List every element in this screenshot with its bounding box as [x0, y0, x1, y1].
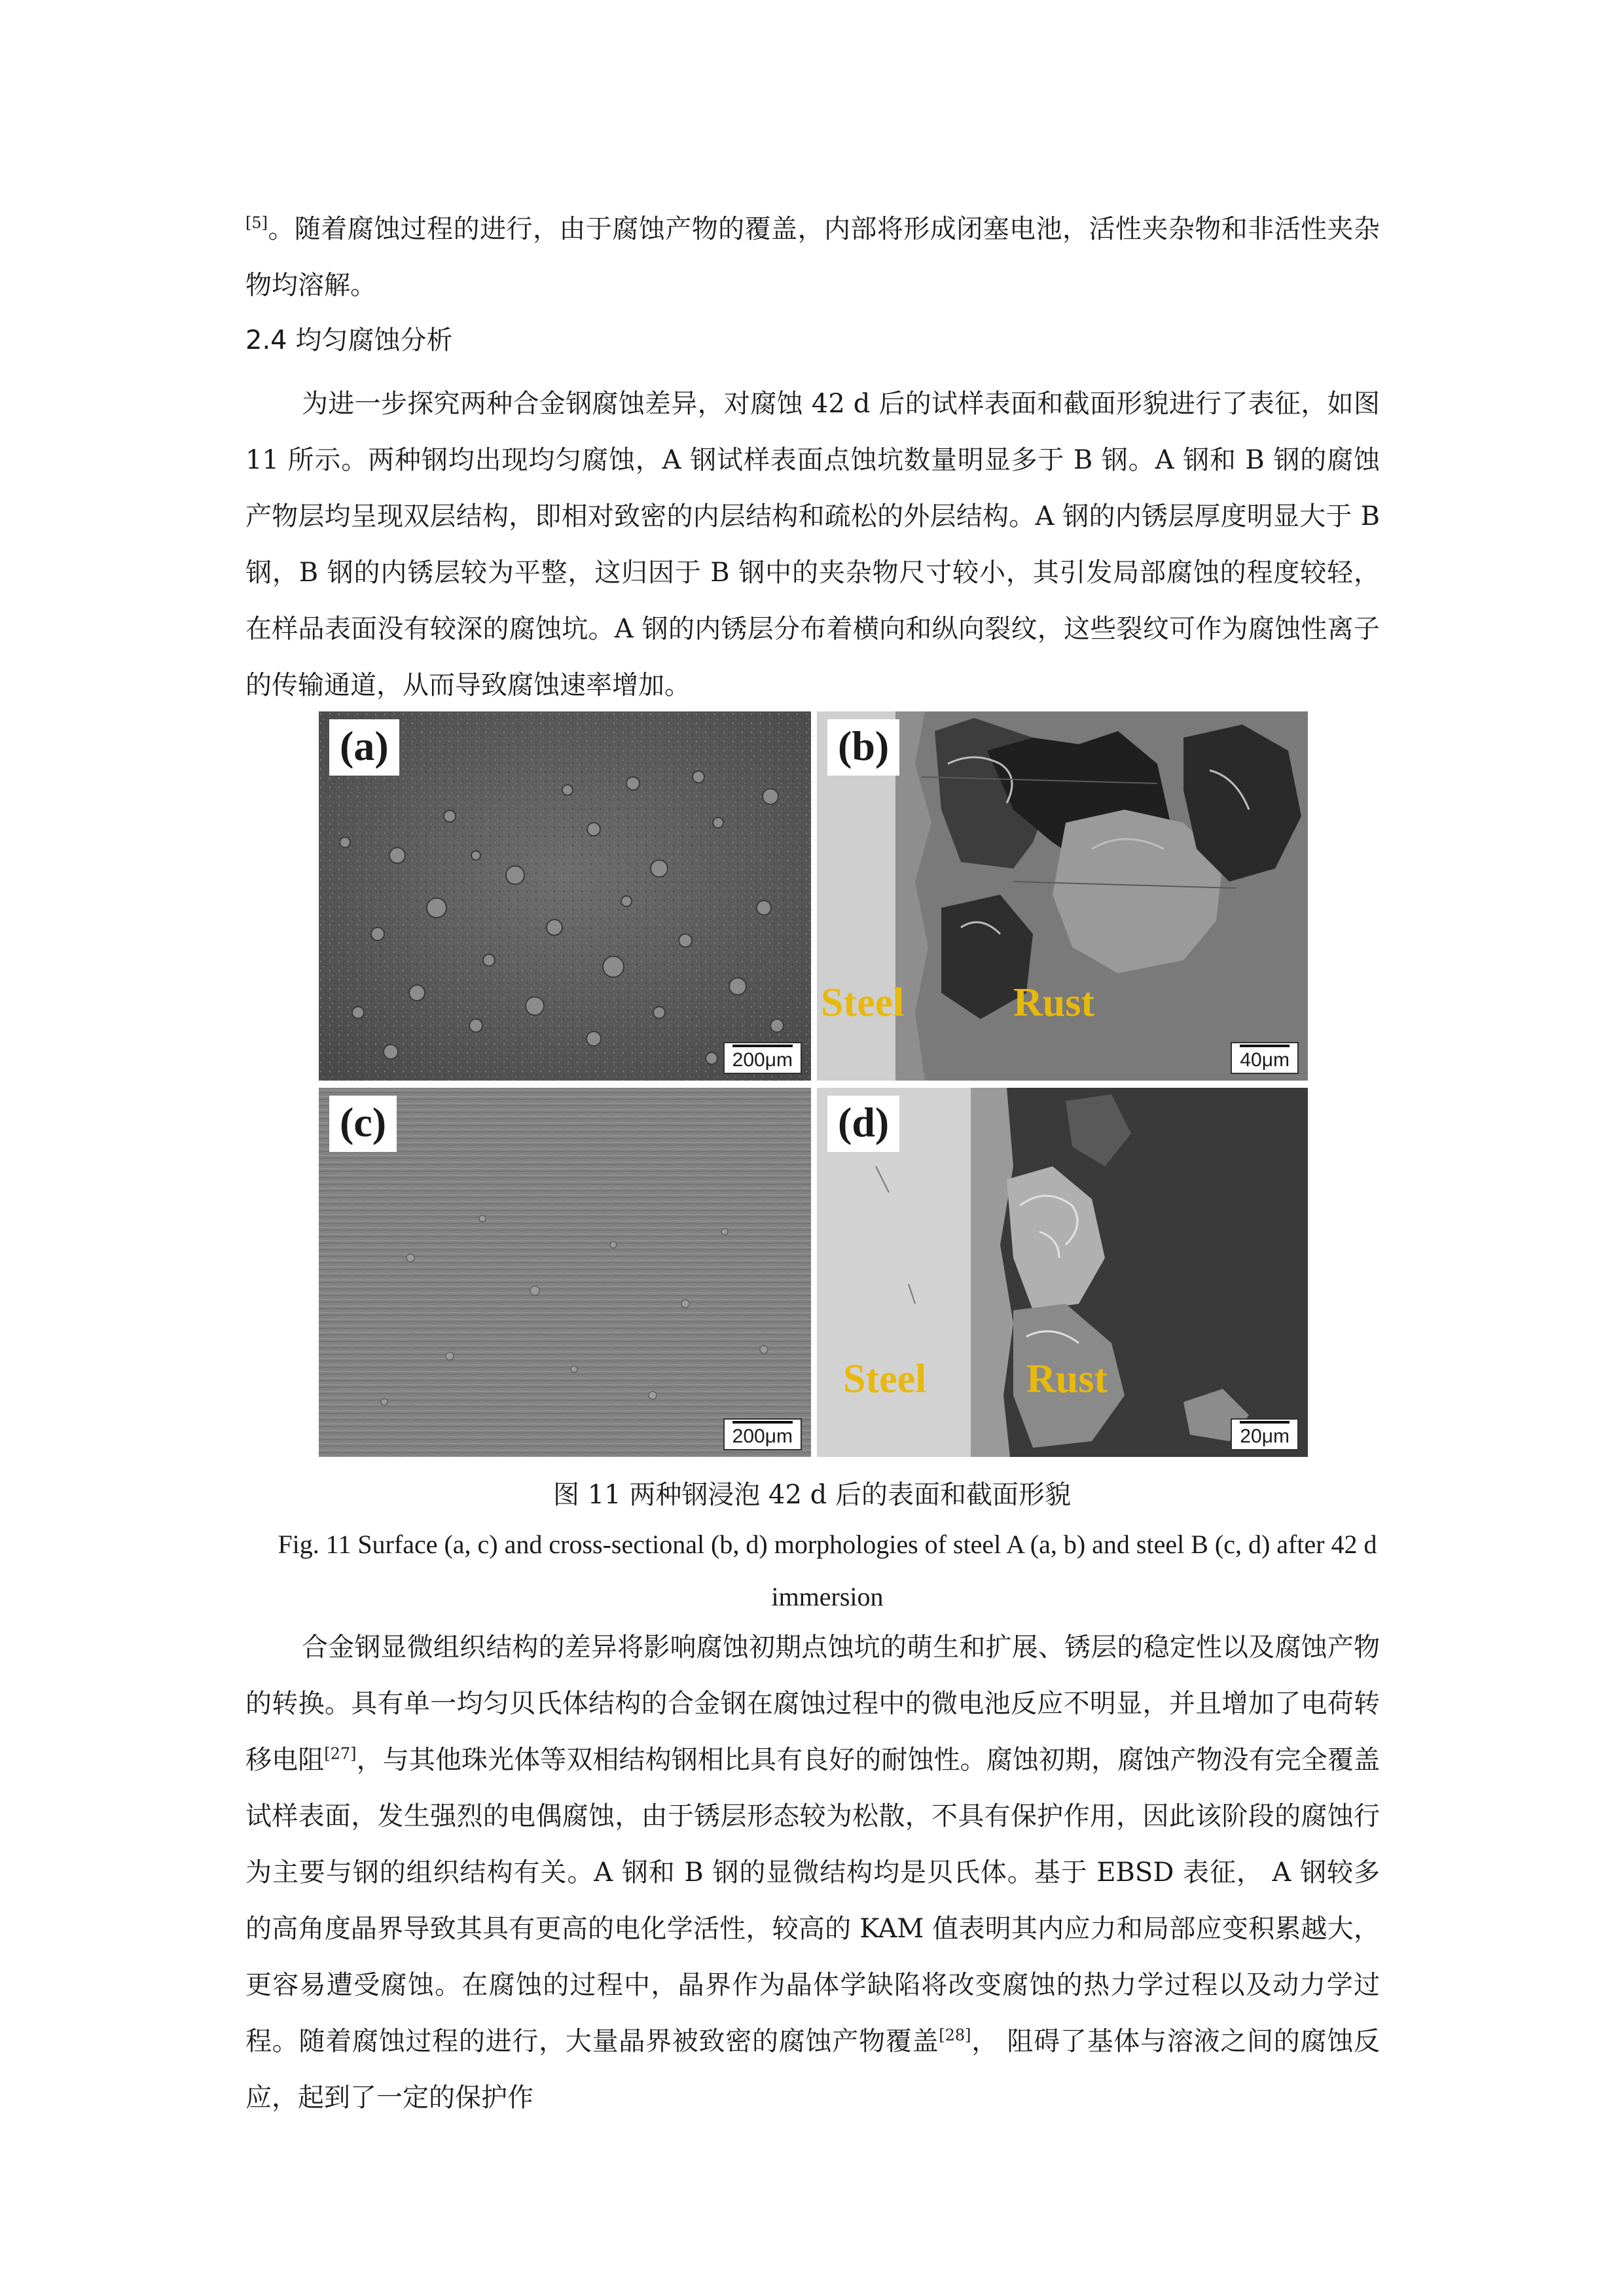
steel-label: Steel [843, 1357, 927, 1401]
panel-c-image [319, 1088, 811, 1457]
figure-caption-zh: 图 11 两种钢浸泡 42 d 后的表面和截面形貌 [553, 1480, 1071, 1510]
scale-bar-label: 200μm [732, 1049, 793, 1071]
citation: [27] [324, 1744, 357, 1763]
scale-bar-line [732, 1421, 793, 1424]
rust-label: Rust [1013, 980, 1095, 1025]
scale-bar-label: 40μm [1240, 1049, 1290, 1071]
scale-bar [723, 1042, 802, 1074]
paragraph-microstructure [245, 1619, 1380, 2126]
scale-bar-line [1240, 1045, 1290, 1047]
panel-label: (d) [827, 1096, 899, 1152]
paragraph-continuation [245, 201, 1380, 314]
scale-bar-label: 20μm [1240, 1426, 1290, 1447]
rust-label: Rust [1026, 1357, 1108, 1401]
panel-label: (a) [329, 719, 399, 776]
scale-bar [1231, 1418, 1299, 1450]
section-heading: 2.4 均匀腐蚀分析 [245, 325, 453, 355]
panel-d-image [817, 1088, 1308, 1457]
figure-caption-en: Fig. 11 Surface (a, c) and cross-sectional (b, d) morphologies of steel A (a, b) and steel B (c, d) after 42 d immersion [278, 1530, 1377, 1611]
paragraph-text: 。随着腐蚀过程的进行，由于腐蚀产物的覆盖，内部将形成闭塞电池，活性夹杂物和非活性夹杂物均溶解。 [245, 214, 1380, 300]
paragraph-uniform-corrosion: 为进一步探究两种合金钢腐蚀差异，对腐蚀 42 d 后的试样表面和截面形貌进行了表征，如图 11 所示。两种钢均出现均匀腐蚀，A 钢试样表面点蚀坑数量明显多于 B 钢。A 钢和 B 钢的腐蚀产物层均呈现双层结构，即相对致密的内层结构和疏松的外层结构。A 钢的内锈层厚度明显大于 B 钢，B 钢的内锈层较为平整，这归因于 B 钢中的夹杂物尺寸较小，其引发局部腐蚀的程度较轻，在样品表面没有较深的腐蚀坑。A 钢的内锈层分布着横向和纵向裂纹，这些裂纹可作为腐蚀性离子的传输通道，从而导致腐蚀速率增加。 [245, 389, 1380, 700]
citation: [28] [939, 2026, 971, 2045]
paragraph-text: ， 阻碍了基体与溶液之间的腐蚀反应，起到了一定的保护作 [245, 2026, 1380, 2113]
scale-bar-line [732, 1045, 793, 1047]
panel-label: (c) [329, 1096, 397, 1152]
panel-b-image [817, 711, 1308, 1081]
citation: [5] [245, 213, 268, 232]
scale-bar-label: 200μm [732, 1426, 793, 1447]
paragraph-text: 合金钢显微组织结构的差异将影响腐蚀初期点蚀坑的萌生和扩展、锈层的稳定性以及腐蚀产物的转换。具有单一均匀贝氏体结构的合金钢在腐蚀过程中的微电池反应不明显，并且增加了电荷转移电阻 [245, 1632, 1380, 1775]
steel-label: Steel [821, 980, 905, 1025]
scale-bar-line [1240, 1421, 1290, 1424]
scale-bar [1231, 1042, 1299, 1074]
panel-label: (b) [827, 719, 899, 776]
panel-a-image [319, 711, 811, 1081]
scale-bar [723, 1418, 802, 1450]
paragraph-text: ，与其他珠光体等双相结构钢相比具有良好的耐蚀性。腐蚀初期，腐蚀产物没有完全覆盖试样表面，发生强烈的电偶腐蚀，由于锈层形态较为松散，不具有保护作用，因此该阶段的腐蚀行为主要与钢的组织结构有关。A 钢和 B 钢的显微结构均是贝氏体。基于 EBSD 表征， A 钢较多的高角度晶界导致其具有更高的电化学活性，较高的 KAM 值表明其内应力和局部应变积累越大，更容易遭受腐蚀。在腐蚀的过程中，晶界作为晶体学缺陷将改变腐蚀的热力学过程以及动力学过程。随着腐蚀过程的进行，大量晶界被致密的腐蚀产物覆盖 [245, 1745, 1380, 2056]
